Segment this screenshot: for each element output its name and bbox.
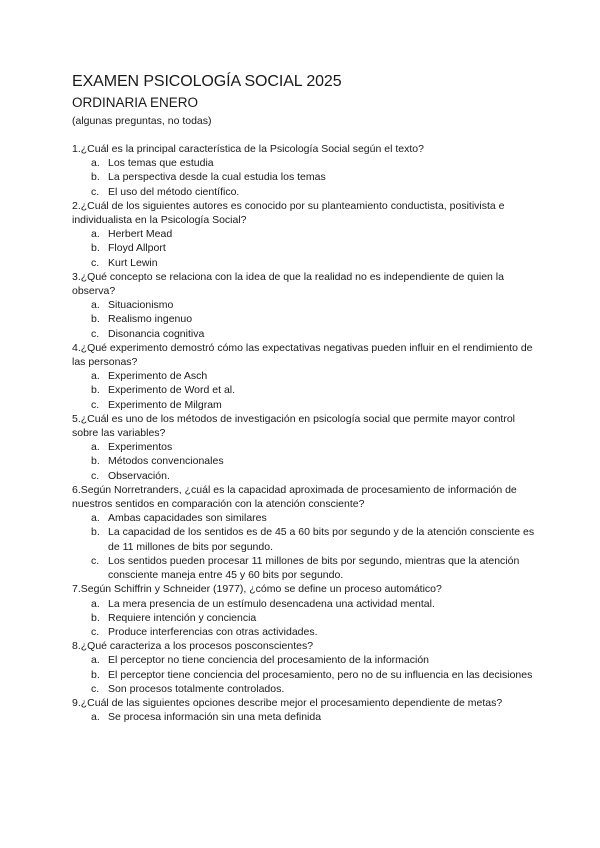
- option-list: [72, 440, 542, 483]
- question-8: [72, 639, 542, 696]
- option-text: La capacidad de los sentidos es de 45 a 60 bits por segundo y de la atención consciente es de 11 millones de bits por segundo.: [108, 526, 535, 553]
- option-letter: a.: [91, 228, 100, 241]
- option-text: Situacionismo: [108, 299, 174, 312]
- question-text: 8.¿Qué caracteriza a los procesos posconscientes?: [72, 640, 314, 653]
- option-letter: b.: [91, 171, 100, 184]
- option-letter: a.: [91, 441, 100, 454]
- option-item: [72, 653, 542, 667]
- option-item: [72, 241, 542, 255]
- option-text: El uso del método científico.: [108, 185, 240, 198]
- question-3: [72, 270, 542, 341]
- option-item: [72, 369, 542, 383]
- option-text: El perceptor tiene conciencia del procesamiento, pero no de su influencia en las decisiones: [108, 668, 533, 681]
- option-item: [72, 170, 542, 184]
- option-item: [72, 469, 542, 483]
- option-text: La mera presencia de un estímulo desencadena una actividad mental.: [108, 597, 435, 610]
- option-list: [72, 653, 542, 696]
- option-item: [72, 327, 542, 341]
- question-9: [72, 696, 542, 724]
- option-letter: a.: [91, 711, 100, 724]
- option-letter: a.: [91, 299, 100, 312]
- option-list: [72, 298, 542, 341]
- question-text: 5.¿Cuál es uno de los métodos de investigación en psicología social que permite mayor control sobre las variables?: [72, 412, 515, 440]
- option-text: La perspectiva desde la cual estudia los temas: [108, 171, 326, 184]
- option-list: [72, 597, 542, 640]
- option-letter: c.: [91, 682, 100, 695]
- question-list: [72, 142, 542, 724]
- option-item: [72, 682, 542, 696]
- option-item: [72, 611, 542, 625]
- option-item: [72, 398, 542, 412]
- option-text: Produce interferencias con otras actividades.: [108, 625, 318, 638]
- option-item: [72, 554, 542, 582]
- question-2: [72, 199, 542, 270]
- option-text: Se procesa información sin una meta definida: [108, 711, 322, 724]
- question-7: [72, 582, 542, 639]
- question-text: 3.¿Qué concepto se relaciona con la idea de que la realidad no es independiente de quien la observa?: [72, 270, 504, 298]
- option-item: [72, 625, 542, 639]
- question-text: 1.¿Cuál es la principal característica de la Psicología Social según el texto?: [72, 143, 424, 155]
- option-letter: c.: [91, 256, 100, 269]
- option-letter: b.: [91, 384, 100, 397]
- option-list: [72, 511, 542, 582]
- option-letter: c.: [91, 469, 100, 482]
- option-text: Herbert Mead: [108, 228, 173, 241]
- option-letter: b.: [91, 242, 100, 255]
- option-letter: b.: [91, 668, 100, 681]
- option-text: Los sentidos pueden procesar 11 millones de bits por segundo, mientras que la atención consciente maneja entre 45 y 60 bits por segundo.: [108, 554, 520, 582]
- option-list: [72, 227, 542, 270]
- option-text: Ambas capacidades son similares: [108, 512, 267, 525]
- option-letter: c.: [91, 327, 100, 340]
- option-letter: a.: [91, 654, 100, 667]
- question-1: [72, 142, 542, 199]
- option-item: [72, 227, 542, 241]
- option-letter: a.: [91, 597, 100, 610]
- document-page: [72, 72, 542, 724]
- option-item: [72, 454, 542, 468]
- option-text: El perceptor no tiene conciencia del procesamiento de la información: [108, 654, 430, 667]
- question-text: 6.Según Norretranders, ¿cuál es la capacidad aproximada de procesamiento de información de nuestros sentidos en comparación con la atención consciente?: [72, 483, 517, 511]
- option-text: Los temas que estudia: [108, 157, 214, 170]
- question-6: [72, 483, 542, 582]
- option-list: [72, 156, 542, 199]
- option-letter: c.: [91, 398, 100, 411]
- option-item: [72, 383, 542, 397]
- option-letter: b.: [91, 313, 100, 326]
- question-4: [72, 341, 542, 412]
- question-text: 9.¿Cuál de las siguientes opciones describe mejor el procesamiento dependiente de metas?: [72, 696, 503, 709]
- exam-note: (algunas preguntas, no todas): [72, 115, 212, 127]
- option-text: Métodos convencionales: [108, 455, 224, 468]
- option-letter: c.: [91, 625, 100, 638]
- option-text: Son procesos totalmente controlados.: [108, 682, 285, 695]
- option-text: Requiere intención y conciencia: [108, 611, 257, 624]
- option-item: [72, 668, 542, 682]
- question-text: 2.¿Cuál de los siguientes autores es conocido por su planteamiento conductista, positivista e individualista en la Psicología Social?: [72, 199, 505, 227]
- option-text: Experimento de Word et al.: [108, 384, 236, 397]
- exam-title: EXAMEN PSICOLOGÍA SOCIAL 2025: [72, 73, 342, 90]
- option-text: Experimento de Asch: [108, 370, 208, 383]
- option-text: Experimentos: [108, 441, 173, 454]
- option-text: Disonancia cognitiva: [108, 327, 205, 340]
- question-text: 7.Según Schiffrin y Schneider (1977), ¿cómo se define un proceso automático?: [72, 583, 442, 596]
- option-text: Floyd Allport: [108, 242, 166, 255]
- option-letter: a.: [91, 512, 100, 525]
- option-letter: a.: [91, 370, 100, 383]
- option-item: [72, 312, 542, 326]
- option-letter: c.: [91, 554, 100, 567]
- option-item: [72, 440, 542, 454]
- question-5: [72, 412, 542, 483]
- option-item: [72, 156, 542, 170]
- option-letter: b.: [91, 455, 100, 468]
- option-list: [72, 710, 542, 724]
- question-text: 4.¿Qué experimento demostró cómo las expectativas negativas pueden influir en el rendimiento de las personas?: [72, 341, 533, 369]
- option-item: [72, 511, 542, 525]
- option-letter: c.: [91, 185, 100, 198]
- option-letter: b.: [91, 526, 100, 539]
- option-item: [72, 256, 542, 270]
- option-letter: a.: [91, 157, 100, 170]
- option-text: Experimento de Milgram: [108, 398, 222, 411]
- option-item: [72, 525, 542, 553]
- option-text: Realismo ingenuo: [108, 313, 193, 326]
- option-letter: b.: [91, 611, 100, 624]
- option-text: Observación.: [108, 469, 170, 482]
- option-item: [72, 710, 542, 724]
- exam-subtitle: ORDINARIA ENERO: [72, 95, 199, 110]
- option-item: [72, 597, 542, 611]
- option-item: [72, 298, 542, 312]
- option-list: [72, 369, 542, 412]
- option-text: Kurt Lewin: [108, 256, 158, 269]
- option-item: [72, 185, 542, 199]
